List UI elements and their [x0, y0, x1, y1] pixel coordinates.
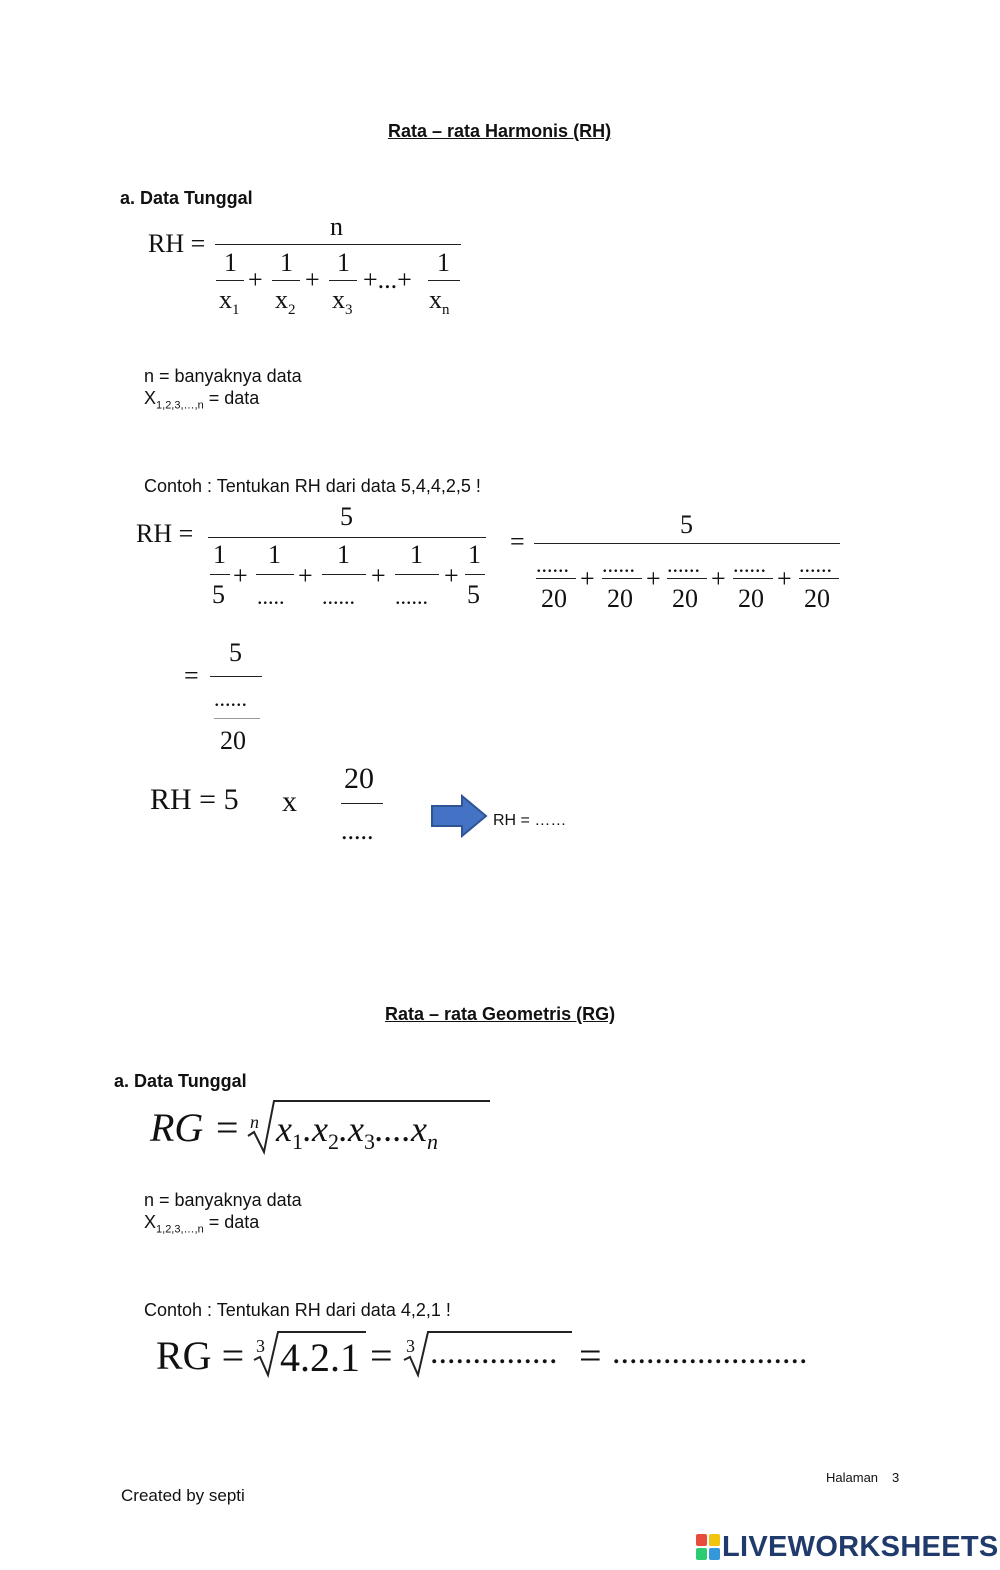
rh-step2-num: 5 [229, 638, 242, 667]
rg-legend-x: $X_{1,2,3,\dots,n}$ = data [144, 1212, 260, 1236]
rh-step2-equals: = [184, 661, 199, 690]
rg-ex-root-index-2: 3 [406, 1336, 415, 1356]
rh-ex-rplus-4: + [777, 564, 792, 593]
rh-ex-lterm-3-num: 1 [337, 540, 350, 569]
rh-ex-rterm-2-bar [602, 578, 642, 579]
rg-ex-equals: = [370, 1333, 393, 1378]
rh-ex-lterm-1-bar [210, 574, 230, 575]
rh-ex-lterm-3-den: ...... [322, 584, 355, 609]
rh-ex-equals: = [510, 527, 525, 556]
liveworksheets-logo-icon [696, 1534, 720, 1560]
rh-formula-numerator: n [330, 212, 343, 241]
rg-root-index: n [250, 1112, 259, 1132]
rh-term-n-bar [428, 280, 460, 281]
rh-ex-lterm-5-bar [465, 574, 485, 575]
rh-term-2-num: 1 [280, 248, 293, 277]
rh-ex-right-bar [534, 543, 840, 544]
rg-example-text: Contoh : Tentukan RH dari data 4,2,1 ! [144, 1300, 451, 1320]
rh-ex-rterm-3-num: ...... [667, 552, 700, 577]
rh-ex-rplus-1: + [580, 564, 595, 593]
rh-ex-rterm-4-num: ...... [733, 552, 766, 577]
rh-step2-mid: ...... [214, 686, 247, 711]
rh-plus-2: + [305, 265, 320, 294]
rh-legend-x: $X_{1,2,3,\dots,n}$ = data [144, 388, 260, 412]
rg-ex-lhs: RG = [156, 1333, 245, 1378]
rh-ex-plus-3: + [371, 561, 386, 590]
rh-ex-plus-2: + [298, 561, 313, 590]
rh-step3-lhs: RH = 5 [150, 783, 239, 816]
rh-formula-lhs: RH = [148, 229, 206, 258]
rh-ex-lterm-4-bar [395, 574, 439, 575]
rg-ex-root-index: 3 [256, 1336, 265, 1356]
rh-term-3-den: $x_3$ [332, 285, 353, 319]
brand-logo[interactable] [696, 1530, 999, 1563]
rh-ex-rterm-1-num: ...... [536, 552, 569, 577]
rh-ex-lterm-3-bar [322, 574, 366, 575]
rh-ex-lterm-4-num: 1 [410, 540, 423, 569]
rh-term-2-bar [272, 280, 300, 281]
rh-ex-lterm-4-den: ...... [395, 584, 428, 609]
credit: Created by septi [121, 1486, 245, 1505]
rg-ex-result: ....................... [612, 1334, 808, 1371]
rh-ex-plus-1: + [233, 561, 248, 590]
rh-step3-times: x [282, 785, 297, 818]
rh-ex-rterm-2-num: ...... [602, 552, 635, 577]
rh-ex-rterm-1-bar [536, 578, 576, 579]
rh-example-text: Contoh : Tentukan RH dari data 5,4,4,2,5 ! [144, 476, 481, 496]
rh-ex-lterm-1-num: 1 [213, 540, 226, 569]
rg-title: Rata – rata Geometris (RG) [385, 1004, 616, 1024]
rh-term-2-den: $x_2$ [275, 285, 296, 319]
rh-ex-lterm-5-den: 5 [467, 580, 480, 609]
rh-ex-rterm-3-den: 20 [672, 584, 698, 613]
right-arrow-icon [430, 794, 488, 838]
rh-ex-rterm-3-bar [667, 578, 707, 579]
brand-text: LIVEWORKSHEETS [722, 1530, 999, 1563]
rh-ex-rterm-5-den: 20 [804, 584, 830, 613]
rg-ex-equals-2: = [579, 1333, 602, 1378]
rh-ellipsis: +...+ [363, 265, 412, 294]
rh-ex-rterm-5-num: ...... [799, 552, 832, 577]
rh-step2-bar [210, 676, 262, 677]
rh-title: Rata – rata Harmonis (RH) [388, 121, 612, 141]
rh-ex-rterm-4-bar [733, 578, 773, 579]
rh-ex-lterm-2-bar [256, 574, 294, 575]
rh-ex-main-bar [208, 537, 486, 538]
rh-step2-inner-bar [214, 718, 260, 719]
rh-ex-right-numerator: 5 [680, 510, 693, 539]
rh-step3-den: ..... [341, 816, 374, 845]
rh-ex-rterm-5-bar [799, 578, 839, 579]
rh-ex-lterm-2-num: 1 [268, 540, 281, 569]
rh-formula-main-bar [215, 244, 461, 245]
rh-step2-den: 20 [220, 726, 246, 755]
rh-ex-lterm-1-den: 5 [212, 580, 225, 609]
rh-term-n-den: $x_n$ [429, 285, 450, 319]
rh-term-1-bar [216, 280, 244, 281]
rh-legend-n: n = banyaknya data [144, 366, 302, 386]
rh-term-1-num: 1 [224, 248, 237, 277]
page-label: Halaman 3 [826, 1470, 900, 1485]
rh-term-n-num: 1 [437, 248, 450, 277]
rh-ex-lterm-2-den: ..... [257, 584, 285, 609]
rh-plus-1: + [248, 265, 263, 294]
rh-term-1-den: $x_1$ [219, 285, 240, 319]
rh-answer: RH = …… [493, 812, 567, 829]
rg-ex-radicand: 4.2.1 [280, 1335, 360, 1380]
rh-ex-rterm-2-den: 20 [607, 584, 633, 613]
rh-ex-plus-4: + [444, 561, 459, 590]
rh-ex-rterm-1-den: 20 [541, 584, 567, 613]
rg-ex-radicand-2: ............... [430, 1334, 558, 1371]
rh-ex-numerator: 5 [340, 502, 353, 531]
rh-term-3-bar [329, 280, 357, 281]
rh-step3-num: 20 [344, 762, 374, 795]
rh-ex-lhs: RH = [136, 519, 194, 548]
rh-ex-rterm-4-den: 20 [738, 584, 764, 613]
rg-subheading: a. Data Tunggal [114, 1071, 247, 1091]
rg-radicand: $x_1.x_2.x_3....x_n$ [276, 1109, 438, 1155]
rg-formula-lhs: RG = [150, 1105, 241, 1150]
rh-subheading: a. Data Tunggal [120, 188, 253, 208]
rh-term-3-num: 1 [337, 248, 350, 277]
rh-ex-lterm-5-num: 1 [468, 540, 481, 569]
rh-ex-rplus-2: + [646, 564, 661, 593]
rh-step3-bar [341, 803, 383, 804]
rg-legend-n: n = banyaknya data [144, 1190, 302, 1210]
rh-ex-rplus-3: + [711, 564, 726, 593]
